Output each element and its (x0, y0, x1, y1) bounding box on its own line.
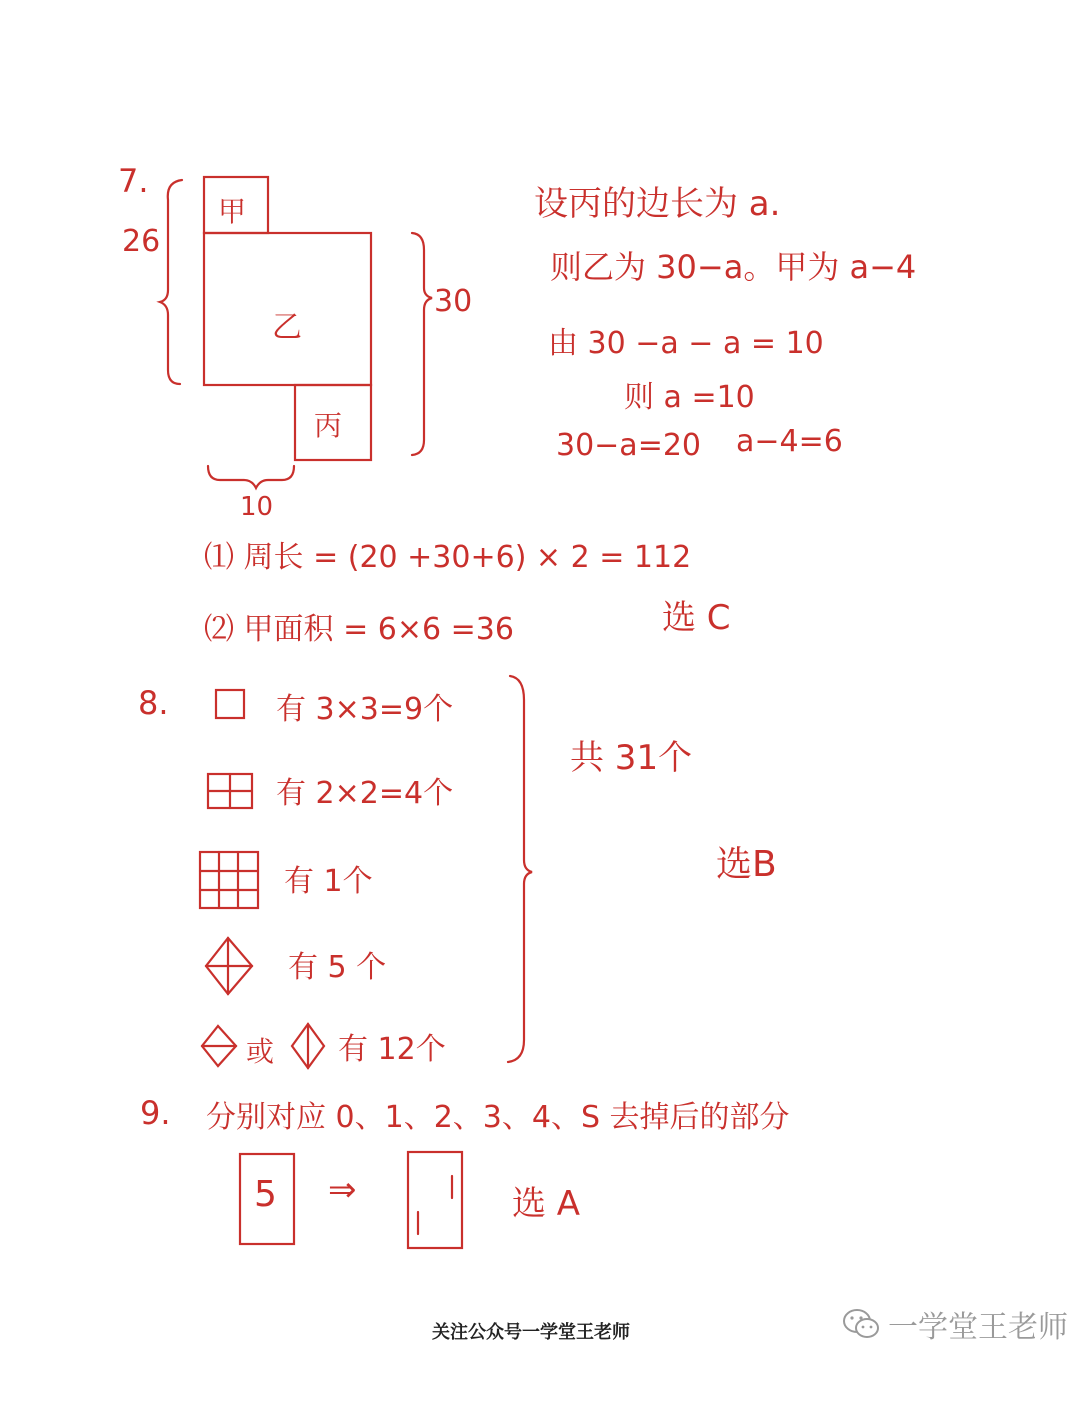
q7-sub1: ⑴ 周长 = (20 +30+6) × 2 = 112 (204, 540, 692, 575)
digit-box-right (408, 1152, 462, 1248)
q9-box-digit: 5 (254, 1174, 277, 1215)
q7-line5a: 30−a=20 (556, 428, 702, 463)
q8-number: 8. (138, 684, 169, 722)
q9-number: 9. (140, 1094, 171, 1132)
label-jia: 甲 (218, 195, 247, 228)
q8-row5-or: 或 (246, 1035, 275, 1068)
grid3-icon (200, 852, 258, 908)
q7-sub2: ⑵ 甲面积 = 6×6 =36 (204, 612, 514, 647)
bottom-brace (208, 466, 294, 488)
q9-arrow: ⇒ (328, 1170, 357, 1210)
small-square-icon (216, 690, 244, 718)
q7-line5b: a−4=6 (736, 424, 843, 459)
q7-left-total: 26 (122, 224, 161, 259)
q8-brace (508, 676, 532, 1062)
q7-bottom-length: 10 (240, 492, 274, 522)
q7-line3: 由 30 −a − a = 10 (548, 326, 824, 361)
q9-text: 分别对应 0、1、2、3、4、S 去掉后的部分 (206, 1100, 790, 1135)
brand-badge (842, 1302, 1068, 1346)
q7-answer: 选 C (662, 598, 731, 638)
q7-line4: 则 a =10 (624, 380, 755, 415)
q8-row4: 有 5 个 (288, 950, 387, 985)
q8-total: 共 31个 (570, 738, 693, 778)
q8-row5: 有 12个 (338, 1032, 446, 1067)
right-brace (412, 233, 432, 455)
brand-name: 一学堂王老师 (888, 1310, 1068, 1345)
left-brace (160, 180, 182, 384)
q8-row2: 有 2×2=4个 (276, 776, 454, 811)
label-yi: 乙 (272, 310, 302, 345)
q8-answer: 选B (716, 844, 777, 885)
q9-answer: 选 A (512, 1184, 581, 1224)
q7-line2: 则乙为 30−a。甲为 a−4 (550, 248, 917, 286)
q7-right-total: 30 (434, 284, 473, 319)
q7-line1: 设丙的边长为 a. (534, 184, 781, 224)
label-bing: 丙 (314, 409, 343, 442)
q7-number: 7. (118, 162, 149, 200)
q8-row3: 有 1个 (284, 864, 373, 899)
q8-row1: 有 3×3=9个 (276, 692, 454, 727)
wechat-icon (842, 1307, 880, 1341)
footer-caption: 关注公众号一学堂王老师 (432, 1322, 630, 1343)
